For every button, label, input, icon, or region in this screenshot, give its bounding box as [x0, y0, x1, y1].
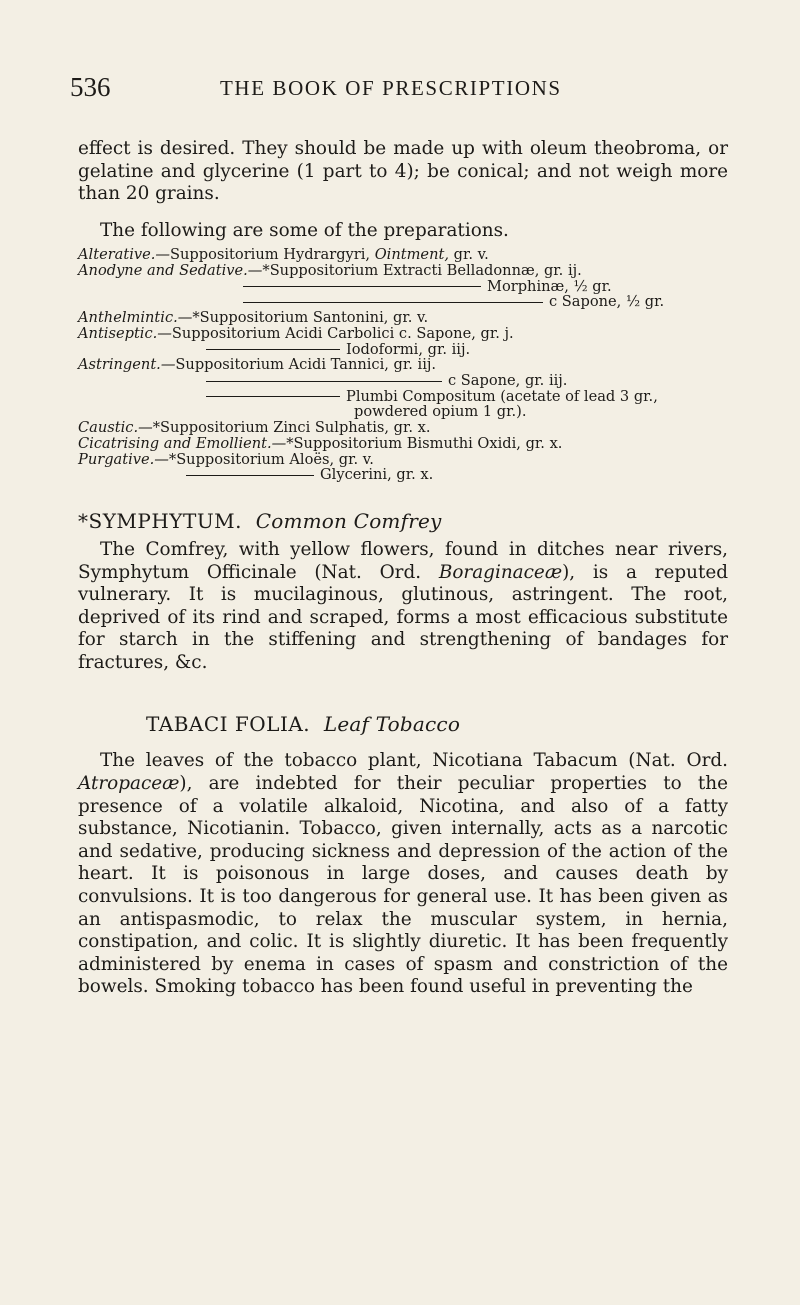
prep-line: c Sapone, ½ gr.	[78, 294, 728, 310]
prep-line: Plumbi Compositum (acetate of lead 3 gr.,	[78, 389, 728, 405]
prep-line: Anodyne and Sedative.—*Suppositorium Extracti Belladonnæ, gr. ij.	[78, 262, 582, 280]
prep-line: Glycerini, gr. x.	[78, 467, 728, 483]
prep-line: Antiseptic.—Suppositorium Acidi Carbolici c. Sapone, gr. j.	[78, 324, 514, 342]
symphytum-heading: *SYMPHYTUM. Common Comfrey	[78, 508, 442, 533]
prep-line: Alterative.—Suppositorium Hydrargyri, Ointment, gr. v.	[78, 246, 489, 264]
prep-line: Astringent.—Suppositorium Acidi Tannici, gr. iij.	[78, 356, 437, 374]
prep-line: Purgative.—*Suppositorium Aloës, gr. v.	[78, 450, 374, 468]
running-title: THE BOOK OF PRESCRIPTIONS	[220, 76, 562, 100]
preparations-list	[78, 247, 728, 483]
prep-line: Morphinæ, ½ gr.	[78, 279, 728, 295]
tabaci-paragraph: The leaves of the tobacco plant, Nicotiana Tabacum (Nat. Ord. Atropaceæ), are indebted for their peculiar properties to the presence of a volatile alkaloid, Nicotina, and also of a fatty substance, Nicotianin. Tobacco, given internally, acts as a narcotic and sedative, producing sickness and depression of the action of the heart. It is poisonous in large doses, and causes death by convulsions. It is too dangerous for general use. It has been given as an antispasmodic, to relax the muscular system, in hernia, constipation, and colic. It is slightly diuretic. It has been frequently administered by enema in cases of spasm and constriction of the bowels. Smoking tobacco has been found useful in preventing the	[78, 750, 728, 998]
prep-line: powdered opium 1 gr.).	[354, 403, 527, 421]
tabaci-heading: TABACI FOLIA. Leaf Tobacco	[146, 712, 461, 737]
prep-line: Cicatrising and Emollient.—*Suppositorium Bismuthi Oxidi, gr. x.	[78, 434, 563, 452]
preparations-lead: The following are some of the preparations.	[100, 219, 509, 241]
prep-line: c Sapone, gr. iij.	[78, 373, 728, 389]
prep-line: Anthelmintic.—*Suppositorium Santonini, gr. v.	[78, 309, 429, 327]
page-body	[78, 138, 728, 999]
intro-paragraph: effect is desired. They should be made up with oleum theobroma, or gelatine and glycerine (1 part to 4); be conical; and not weigh more than 20 grains.	[78, 138, 728, 205]
prep-line: Caustic.—*Suppositorium Zinci Sulphatis, gr. x.	[78, 419, 431, 437]
page-number: 536	[70, 72, 111, 102]
prep-line: Iodoformi, gr. iij.	[78, 342, 728, 358]
symphytum-paragraph: The Comfrey, with yellow flowers, found in ditches near rivers, Symphytum Officinale (Nat. Ord. Boraginaceæ), is a reputed vulnerary. It is mucilaginous, glutinous, astringent. The root, deprived of its rind and scraped, forms a most efficacious substitute for starch in the stiffening and strengthening of bandages for fractures, &c.	[78, 538, 728, 673]
page-header	[70, 72, 720, 108]
